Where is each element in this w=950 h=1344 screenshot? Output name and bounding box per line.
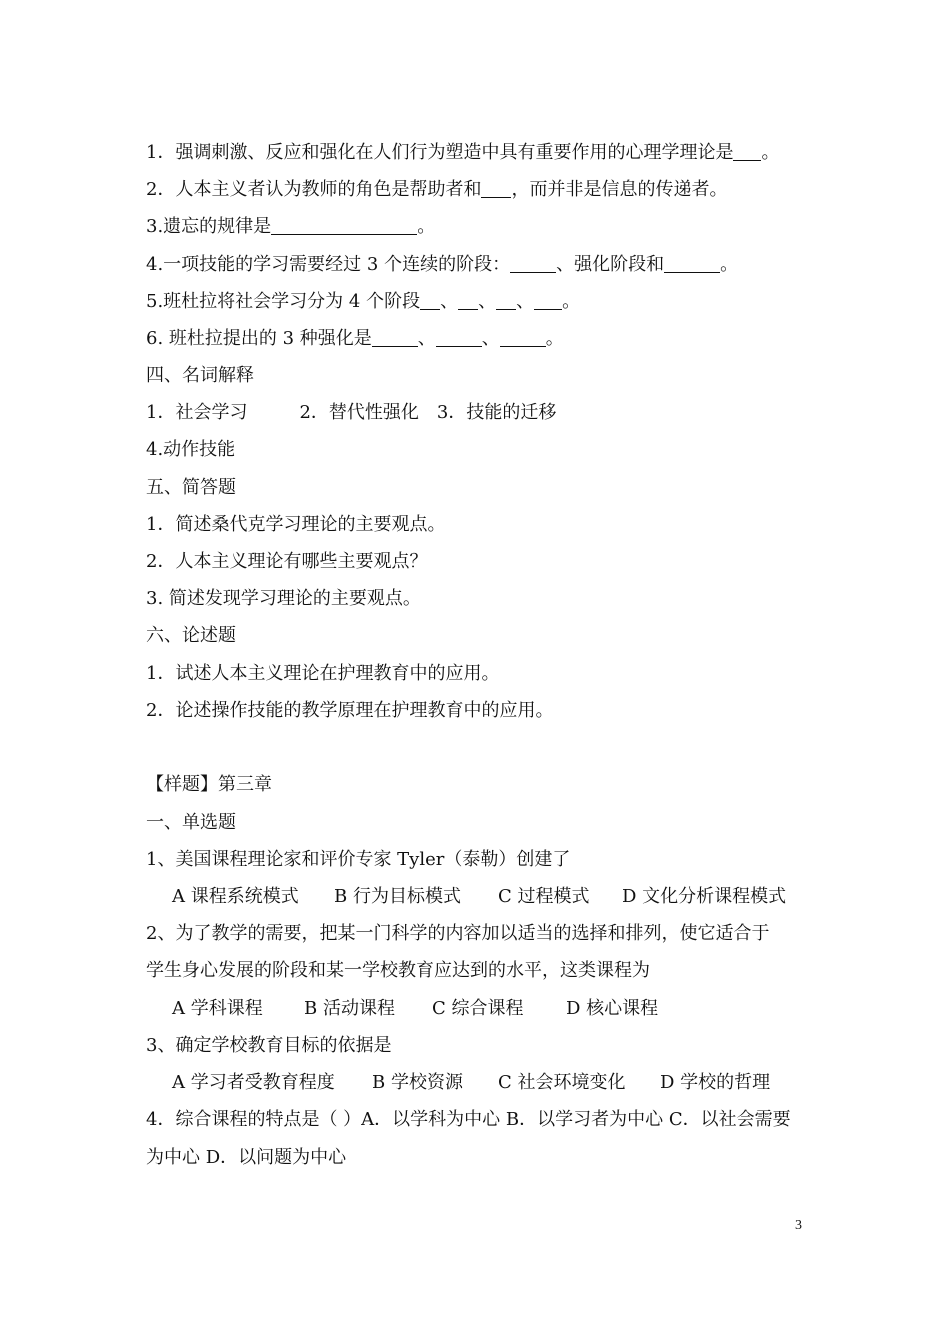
question-text: 。	[545, 328, 564, 349]
separator: 、	[417, 328, 436, 349]
section-heading-essay: 六、论述题	[146, 625, 236, 646]
answer-blank	[500, 328, 546, 347]
option-a: A 学习者受教育程度	[172, 1072, 335, 1093]
sample-q3-stem: 3、确定学校教育目标的依据是	[146, 1035, 392, 1056]
essay-item: 1．试述人本主义理论在护理教育中的应用。	[146, 663, 500, 684]
answer-blank	[458, 291, 478, 310]
separator: 、	[440, 291, 459, 312]
question-text: 6. 班杜拉提出的 3 种强化是	[146, 328, 372, 349]
answer-blank	[372, 328, 418, 347]
short-answer-item: 3. 简述发现学习理论的主要观点。	[146, 588, 421, 609]
answer-blank	[420, 291, 440, 310]
option-a: A 学科课程	[172, 998, 263, 1019]
sample-q1-options	[172, 885, 852, 909]
terms-row	[146, 401, 826, 425]
essay-item: 2．论述操作技能的教学原理在护理教育中的应用。	[146, 700, 554, 721]
question-text: 。	[562, 291, 581, 312]
fill-blank-q3	[146, 215, 826, 239]
answer-blank	[436, 328, 482, 347]
section-heading-terms: 四、名词解释	[146, 365, 254, 386]
answer-blank	[534, 291, 562, 310]
sample-q2-stem-line1: 2、为了教学的需要，把某一门科学的内容加以适当的选择和排列，使它适合于	[146, 923, 770, 944]
answer-blank	[664, 254, 720, 273]
fill-blank-q2	[146, 178, 826, 202]
option-d: D 文化分析课程模式	[622, 886, 787, 907]
answer-blank	[481, 179, 511, 198]
separator: 、	[516, 291, 535, 312]
question-text: 。	[720, 254, 739, 275]
option-c: C 社会环境变化	[498, 1072, 626, 1093]
answer-blank	[496, 291, 516, 310]
option-d: D 学校的哲理	[660, 1072, 771, 1093]
question-text: 1．强调刺激、反应和强化在人们行为塑造中具有重要作用的心理学理论是	[146, 142, 734, 163]
answer-blank	[510, 254, 556, 273]
sample-q4-line1: 4．综合课程的特点是（ ）A．以学科为中心 B．以学习者为中心 C．以社会需要	[146, 1109, 791, 1130]
option-c: C 综合课程	[432, 998, 524, 1019]
sample-q1-stem: 1、美国课程理论家和评价专家 Tyler（泰勒）创建了	[146, 849, 571, 870]
question-text: 。	[417, 216, 436, 237]
sample-q3-options	[172, 1071, 852, 1095]
option-c: C 过程模式	[498, 886, 590, 907]
option-b: B 学校资源	[372, 1072, 463, 1093]
question-text: 4.一项技能的学习需要经过 3 个连续的阶段：	[146, 254, 511, 275]
option-b: B 行为目标模式	[334, 886, 461, 907]
answer-blank	[271, 216, 417, 235]
separator: 、	[478, 291, 497, 312]
page-number: 3	[795, 1218, 802, 1233]
term-item: 3．技能的迁移	[436, 402, 557, 423]
option-d: D 核心课程	[566, 998, 659, 1019]
option-a: A 课程系统模式	[172, 886, 299, 907]
sample-q4-line2: 为中心 D．以问题为中心	[146, 1147, 347, 1168]
question-text: 3.遗忘的规律是	[146, 216, 272, 237]
sample-section-heading: 一、单选题	[146, 812, 236, 833]
question-text: 、强化阶段和	[556, 254, 665, 275]
sample-q2-stem-line2: 学生身心发展的阶段和某一学校教育应达到的水平，这类课程为	[146, 960, 650, 981]
question-text: 5.班杜拉将社会学习分为 4 个阶段	[146, 291, 421, 312]
short-answer-item: 1．简述桑代克学习理论的主要观点。	[146, 514, 446, 535]
term-item: 1．社会学习	[146, 402, 248, 423]
term-item: 4.动作技能	[146, 439, 236, 460]
answer-blank	[733, 142, 761, 161]
question-text: ，而并非是信息的传递者。	[511, 179, 728, 200]
fill-blank-q6	[146, 327, 826, 351]
short-answer-item: 2．人本主义理论有哪些主要观点？	[146, 551, 428, 572]
fill-blank-q1	[146, 141, 826, 165]
fill-blank-q4	[146, 253, 826, 277]
term-item: 2．替代性强化	[299, 402, 419, 423]
sample-q2-options	[172, 997, 852, 1021]
option-b: B 活动课程	[304, 998, 395, 1019]
fill-blank-q5	[146, 290, 826, 314]
question-text: 2．人本主义者认为教师的角色是帮助者和	[146, 179, 482, 200]
question-text: 。	[761, 142, 780, 163]
separator: 、	[481, 328, 500, 349]
section-heading-short-answer: 五、简答题	[146, 477, 236, 498]
sample-title: 【样题】第三章	[146, 774, 272, 795]
